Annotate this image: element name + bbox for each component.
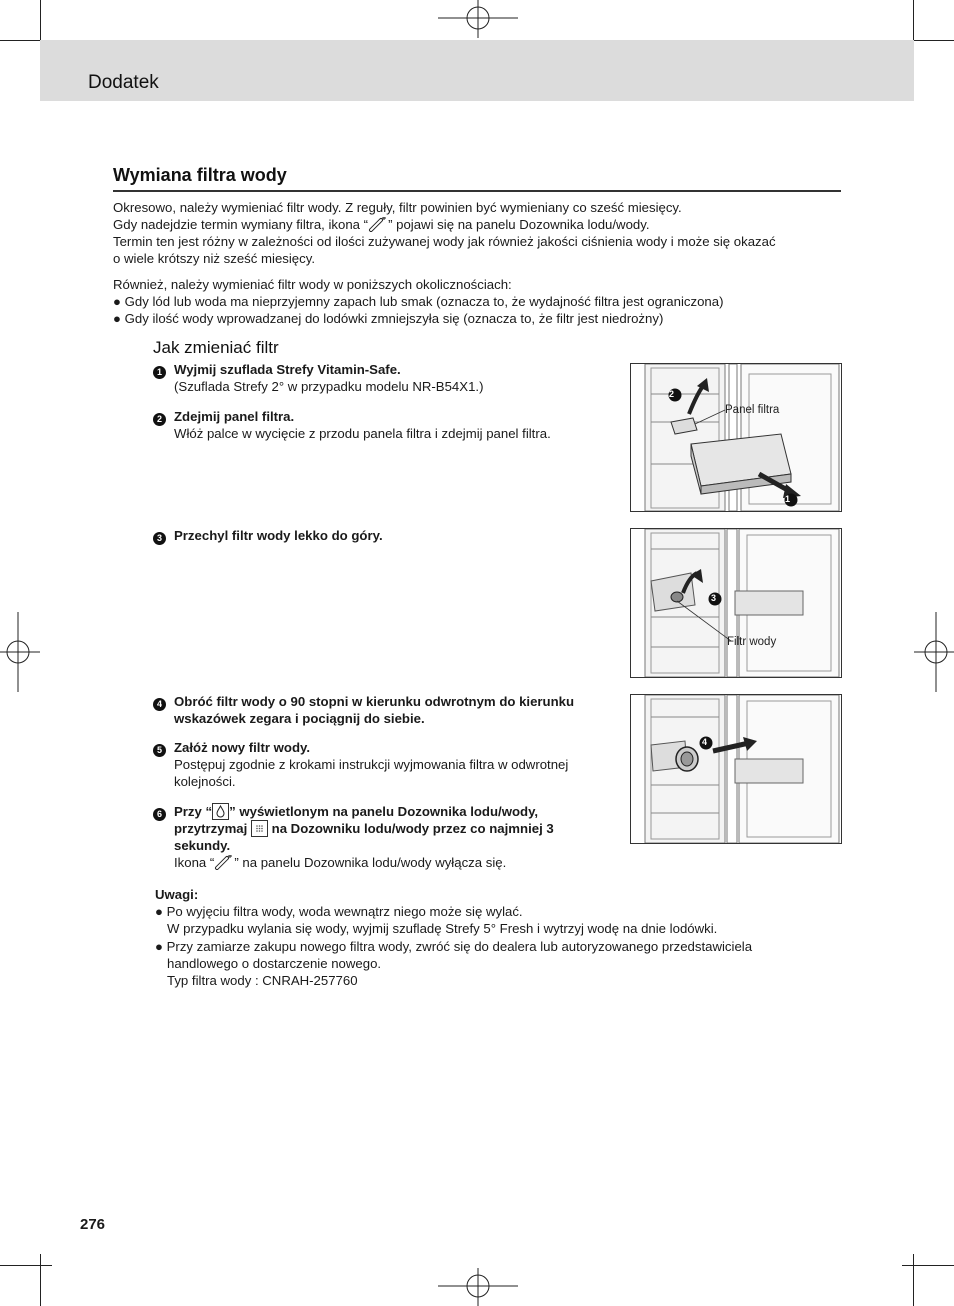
step-6-title: Przy “ ” wyświetlonym na panelu Dozownika lodu/wody, xyxy=(174,804,539,819)
intro-line: o wiele krótszy niż sześć miesięcy. xyxy=(113,251,316,266)
step-3-title: Przechyl filtr wody lekko do góry. xyxy=(174,528,383,543)
water-drop-icon xyxy=(212,803,229,820)
step-5-body: Postępuj zgodnie z krokami instrukcji wyjmowania filtra w odwrotnej xyxy=(174,757,569,772)
figure-remove-drawer xyxy=(630,363,842,512)
step-4-number: 4 xyxy=(153,695,166,713)
step-4-title: wskazówek zegara i pociągnij do siebie. xyxy=(174,711,425,726)
step-6-number: 6 xyxy=(153,805,166,823)
registration-mark-left xyxy=(0,612,40,692)
section-title: Wymiana filtra wody xyxy=(113,165,287,185)
step-2-body: Włóż palce w wycięcie z przodu panela filtra i zdejmij panel filtra. xyxy=(174,426,551,441)
note-item: ● Po wyjęciu filtra wody, woda wewnątrz niego może się wylać. xyxy=(155,904,523,919)
figure-label-filtr-wody: Filtr wody xyxy=(727,636,777,648)
step-2-title: Zdejmij panel filtra. xyxy=(174,409,295,424)
note-item: ● Przy zamiarze zakupu nowego filtra wody, zwróć się do dealera lub autoryzowanego przedstawiciela xyxy=(155,939,753,954)
notes-title: Uwagi: xyxy=(155,887,199,902)
intro-bullet: ● Gdy lód lub woda ma nieprzyjemny zapach lub smak (oznacza to, że wydajność filtra jest ograniczona) xyxy=(113,294,724,309)
step-5-number: 5 xyxy=(153,741,166,759)
registration-mark-bottom xyxy=(438,1266,518,1306)
page-number: 276 xyxy=(80,1216,106,1233)
registration-mark-top xyxy=(438,0,518,40)
note-item: handlowego o dostarczenie nowego. xyxy=(167,956,382,971)
step-1-number: 1 xyxy=(153,363,166,381)
step-1-body: (Szuflada Strefy 2° w przypadku modelu NR-B54X1.) xyxy=(174,379,484,394)
header-band xyxy=(40,40,914,101)
step-1-title: Wyjmij szuflada Strefy Vitamin-Safe. xyxy=(174,362,401,377)
dispenser-button-icon xyxy=(251,820,268,837)
section-divider xyxy=(113,190,841,192)
figure-rotate-filter xyxy=(630,694,842,844)
page-header-title: Dodatek xyxy=(88,72,159,93)
fridge-filter-tilt-illustration xyxy=(631,529,841,677)
figure-step-marker: 1 xyxy=(785,494,791,504)
registration-mark-right xyxy=(914,612,954,692)
intro-bullet: ● Gdy ilość wody wprowadzanej do lodówki zmniejszyła się (oznacza to, że filtr jest niedrożny) xyxy=(113,311,664,326)
fridge-drawer-illustration xyxy=(631,364,841,511)
figure-tilt-filter xyxy=(630,528,842,678)
figure-label-panel-filtra: Panel filtra xyxy=(725,404,780,416)
intro-text: Gdy nadejdzie termin wymiany filtra, ikona “ xyxy=(113,217,369,232)
intro-line: Okresowo, należy wymieniać filtr wody. Z reguły, filtr powinien być wymieniany co sześć miesięcy. xyxy=(113,200,682,215)
howto-title: Jak zmieniać filtr xyxy=(153,338,279,357)
step-3-number: 3 xyxy=(153,529,166,547)
step-4-title: Obróć filtr wody o 90 stopni w kierunku odwrotnym do kierunku xyxy=(174,694,575,709)
intro-text: ” pojawi się na panelu Dozownika lodu/wody. xyxy=(388,217,650,232)
intro-line: Również, należy wymieniać filtr wody w poniższych okolicznościach: xyxy=(113,277,512,292)
step-2-number: 2 xyxy=(153,410,166,428)
step-6-title: przytrzymaj na Dozowniku lodu/wody przez co najmniej 3 xyxy=(174,821,554,836)
intro-line-with-icon xyxy=(113,216,650,233)
step-6-body: Ikona “ ” na panelu Dozownika lodu/wody wyłącza się. xyxy=(174,855,507,870)
step-6-title: sekundy. xyxy=(174,838,231,853)
filter-icon xyxy=(214,855,234,870)
figure-step-marker: 4 xyxy=(702,737,708,747)
fridge-filter-rotate-illustration xyxy=(631,695,841,843)
figure-step-marker: 3 xyxy=(711,593,717,603)
step-5-body: kolejności. xyxy=(174,774,236,789)
note-item-filter-type: Typ filtra wody : CNRAH-257760 xyxy=(167,973,358,988)
figure-step-marker: 2 xyxy=(669,389,675,399)
note-item: W przypadku wylania się wody, wyjmij szufladę Strefy 5° Fresh i wytrzyj wodę na dnie lodówki. xyxy=(167,921,718,936)
filter-icon xyxy=(368,217,388,232)
intro-line: Termin ten jest różny w zależności od ilości zużywanej wody jak również jakości ciśnienia wody i może się okazać xyxy=(113,234,776,249)
step-5-title: Załóż nowy filtr wody. xyxy=(174,740,311,755)
